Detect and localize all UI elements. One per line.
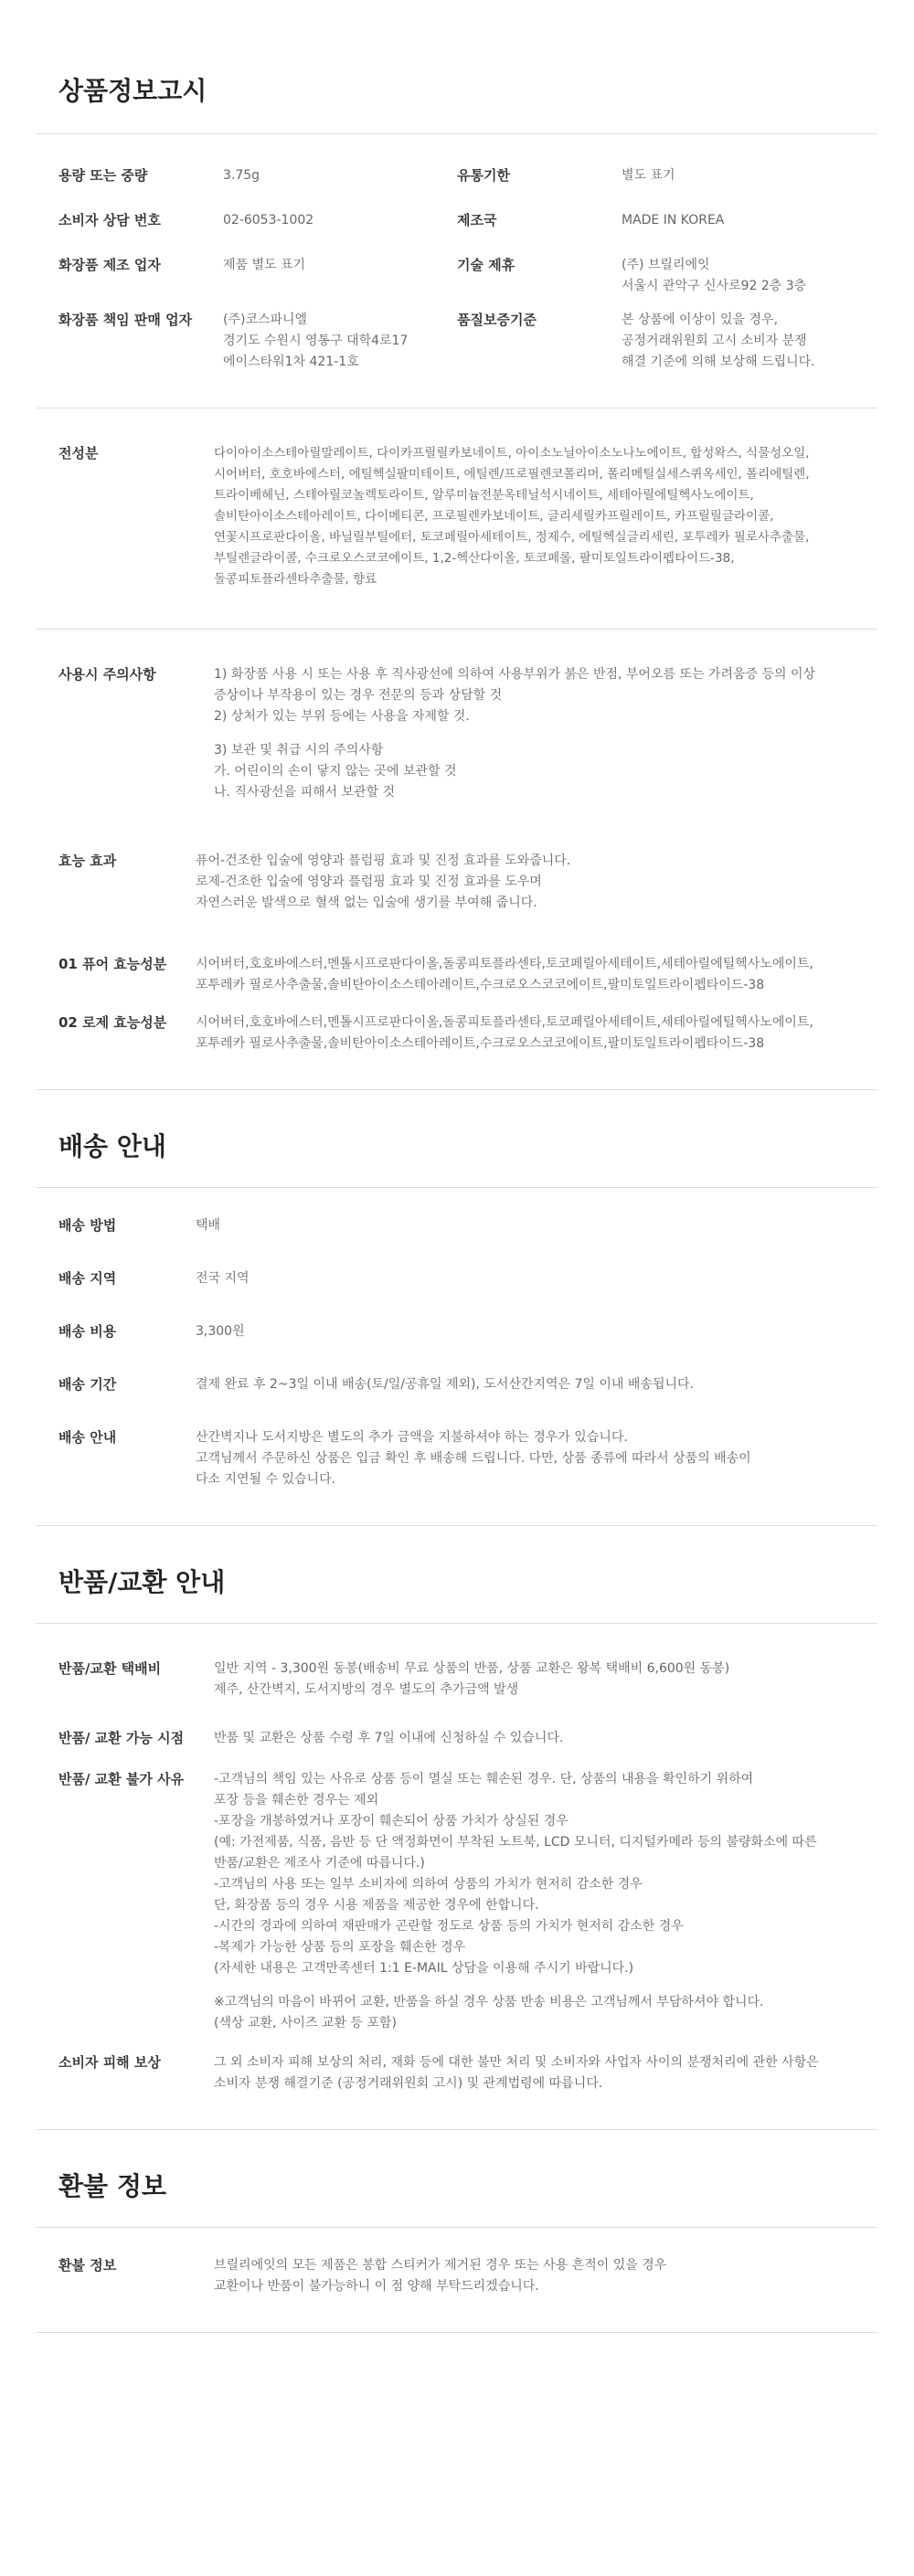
info-row — [37, 310, 877, 373]
caution-label: 사용시 주의사항 — [58, 666, 156, 683]
shipping-row — [37, 1215, 877, 1236]
shipping-value: 산간벽지나 도서지방은 별도의 추가 금액을 지불하셔야 하는 경우가 있습니다. 고객님께서 주문하신 상품은 입금 확인 후 배송해 드립니다. 다만, 상품 종류에 따라서 상품의 배송이 다소 지연될 수 있습니다. — [196, 1430, 751, 1487]
shipping-value: 전국 지역 — [196, 1271, 250, 1286]
info-value: 02-6053-1002 — [223, 213, 314, 228]
info-label: 화장품 제조 업자 — [58, 257, 161, 273]
rose-label: 02 로제 효능성분 — [58, 1014, 167, 1031]
info-value: (주)코스파니엘 경기도 수원시 영통구 대학4로17 에이스타워1차 421-1호 — [223, 313, 409, 369]
caution-block — [37, 664, 877, 803]
returns-damage-text: 그 외 소비자 피해 보상의 처리, 재화 등에 대한 불만 처리 및 소비자와 사업자 사이의 분쟁처리에 관한 사항은 소비자 분쟁 해결기준 (공정거래위원회 고시) 및 관계법령에 따릅니다. — [214, 2055, 819, 2091]
rose-text: 시어버터,호호바에스터,멘톨시프로판다이올,돌콩피토플라센타,토코페릴아세테이트,세테아릴에틸헥사노에이트, 포투레카 필로사추출물,솔비탄아이소스테아레이트,수크로오스코코에이트,팔미토일트라이펩타이드-38 — [196, 1015, 813, 1051]
info-label: 품질보증기준 — [457, 312, 537, 328]
info-value: MADE IN KOREA — [622, 213, 725, 228]
effect-label: 효능 효과 — [58, 853, 117, 869]
product-notice-title: 상품정보고시 — [58, 76, 207, 106]
info-value: 제품 별도 표기 — [223, 258, 306, 272]
refund-text: 브릴리에잇의 모든 제품은 봉합 스티커가 제거된 경우 또는 사용 흔적이 있을 경우 교환이나 반품이 불가능하니 이 점 양해 부탁드리겠습니다. — [214, 2258, 667, 2294]
shipping-label: 배송 기간 — [58, 1376, 117, 1393]
pure-label: 01 퓨어 효능성분 — [58, 956, 167, 972]
shipping-label: 배송 방법 — [58, 1217, 117, 1234]
info-label: 유통기한 — [457, 167, 510, 184]
returns-when-text: 반품 및 교환은 상품 수령 후 7일 이내에 신청하실 수 있습니다. — [214, 1731, 564, 1745]
info-value: 3.75g — [223, 168, 260, 183]
returns-note-text: ※고객님의 마음이 바뀌어 교환, 반품을 하실 경우 상품 반송 비용은 고객님께서 부담하셔야 합니다. (색상 교환, 사이즈 교환 등 포함) — [214, 1995, 764, 2030]
returns-title: 반품/교환 안내 — [58, 1567, 226, 1597]
ingredients-block — [37, 443, 877, 590]
divider — [37, 2332, 877, 2333]
returns-not-text: -고객님의 책임 있는 사유로 상품 등이 멸실 또는 훼손된 경우. 단, 상품의 내용을 확인하기 위하여 포장 등을 훼손한 경우는 제외 -포장을 개봉하였거나 포장이 훼손되어 상품 가치가 상실된 경우 (예: 가전제품, 식품, 음반 등 단 액정화면이 부착된 노트북, LCD 모니터, 디지털카메라 등의 불량화소에 따른 반품/교환은 제조사 기준에 따릅니다.) -고객님의 사용 또는 일부 소비자에 의하여 상품의 가치가 현저히 감소한 경우 단, 화장품 등의 경우 시용 제품을 제공한 경우에 한합니다. -시간의 경과에 의하여 재판매가 곤란할 정도로 상품 등의 가치가 현저히 감소한 경우 -복제가 가능한 상품 등의 포장을 훼손한 경우 (자세한 내용은 고객만족센터 1:1 E-MAIL 상담을 이용해 주시기 바랍니다.) — [214, 1772, 817, 1976]
shipping-row — [37, 1321, 877, 1342]
info-label: 용량 또는 중량 — [58, 167, 148, 184]
pure-block — [37, 954, 877, 996]
info-value: (주) 브릴리에잇 서울시 관악구 신사로92 2층 3층 — [622, 258, 807, 293]
info-value: 본 상품에 이상이 있을 경우, 공정거래위원회 고시 소비자 분쟁 해결 기준에 의해 보상해 드립니다. — [622, 313, 815, 369]
shipping-title: 배송 안내 — [58, 1131, 166, 1161]
shipping-label: 배송 비용 — [58, 1323, 117, 1340]
effect-block — [37, 851, 877, 914]
returns-damage-label: 소비자 피해 보상 — [58, 2054, 161, 2071]
shipping-row — [37, 1427, 877, 1490]
returns-when-block — [37, 1728, 877, 1749]
info-label: 소비자 상담 번호 — [58, 212, 161, 228]
shipping-value: 3,300원 — [196, 1324, 245, 1339]
info-row — [37, 210, 877, 231]
refund-title: 환불 정보 — [58, 2171, 166, 2201]
returns-damage-block — [37, 2052, 877, 2094]
pure-text: 시어버터,호호바에스터,멘톨시프로판다이올,돌콩피토플라센타,토코페릴아세테이트,세테아릴에틸헥사노에이트, 포투레카 필로사추출물,솔비탄아이소스테아레이트,수크로오스코코에이트,팔미토일트라이펩타이드-38 — [196, 957, 813, 992]
shipping-row — [37, 1268, 877, 1289]
shipping-label: 배송 지역 — [58, 1270, 117, 1287]
shipping-value: 결제 완료 후 2~3일 이내 배송(토/일/공휴일 제외), 도서산간지역은 7일 이내 배송됩니다. — [196, 1377, 694, 1392]
returns-not-block — [37, 1769, 877, 2034]
returns-fee-block — [37, 1659, 877, 1701]
returns-fee-text: 일반 지역 - 3,300원 동봉(배송비 무료 상품의 반품, 상품 교환은 왕복 택배비 6,600원 동봉) 제주, 산간벽지, 도서지방의 경우 별도의 추가금액 발생 — [214, 1661, 730, 1697]
caution-text: 1) 화장품 사용 시 또는 사용 후 직사광선에 의하여 사용부위가 붉은 반점, 부어오름 또는 가려움증 등의 이상 증상이나 부작용이 있는 경우 전문의 등과 상담할 것 2) 상처가 있는 부위 등에는 사용을 자제할 것. — [214, 667, 816, 724]
info-label: 기술 제휴 — [457, 257, 515, 273]
ingredients-text: 다이아이소스테아릴말레이트, 다이카프릴릴카보네이트, 아이소노닐아이소노나노에이트, 합성왁스, 식물성오일, 시어버터, 호호바에스터, 에틸헥실팔미테이트, 에틸렌/프로필렌코폴리머, 폴리메틸실세스퀴옥세인, 폴리에틸렌, 트라이베헤닌, 스테아릴코놀렉토라이트, 알루미늄전분옥테닐석시네이트, 세테아릴에틸헥사노에이트, 솔비탄아이소스테아레이트, 다이메티콘, 프로필렌카보네이트, 글리세릴카프릴레이트, 카프릴릴글라이콜, 연꽃시프로판다이올, 바닐릴부틸에터, 토코페릴아세테이트, 정제수, 에틸헥실글리세린, 포투레카 필로사추출물, 부틸렌글라이콜, 수크로오스코코에이트, 1,2-헥산다이올, 토코페롤, 팔미토일트라이펩타이드-38, 돌콩피토플라센타추출물, 향료 — [214, 446, 810, 587]
info-value: 별도 표기 — [622, 168, 675, 183]
shipping-value: 택배 — [196, 1218, 221, 1233]
info-label: 화장품 책임 판매 업자 — [58, 312, 193, 328]
returns-fee-label: 반품/교환 택배비 — [58, 1660, 162, 1677]
info-row — [37, 165, 877, 186]
caution-storage-text: 3) 보관 및 취급 시의 주의사항 가. 어린이의 손이 닿지 않는 곳에 보관할 것 나. 직사광선을 피해서 보관할 것 — [214, 743, 457, 800]
ingredients-label: 전성분 — [58, 445, 99, 461]
returns-not-label: 반품/ 교환 불가 사유 — [58, 1771, 185, 1787]
refund-label: 환불 정보 — [58, 2257, 117, 2274]
shipping-label: 배송 안내 — [58, 1429, 117, 1446]
shipping-row — [37, 1374, 877, 1395]
refund-block — [37, 2255, 877, 2297]
returns-when-label: 반품/ 교환 가능 시점 — [58, 1730, 185, 1746]
info-label: 제조국 — [457, 212, 497, 228]
effect-text: 퓨어-건조한 입술에 영양과 플럼핑 효과 및 진정 효과를 도와줍니다. 로제-건조한 입술에 영양과 플럼핑 효과 및 진정 효과를 도우며 자연스러운 발색으로 혈색 없는 입술에 생기를 부여해 줍니다. — [196, 853, 571, 910]
info-row — [37, 255, 877, 297]
rose-block — [37, 1012, 877, 1055]
